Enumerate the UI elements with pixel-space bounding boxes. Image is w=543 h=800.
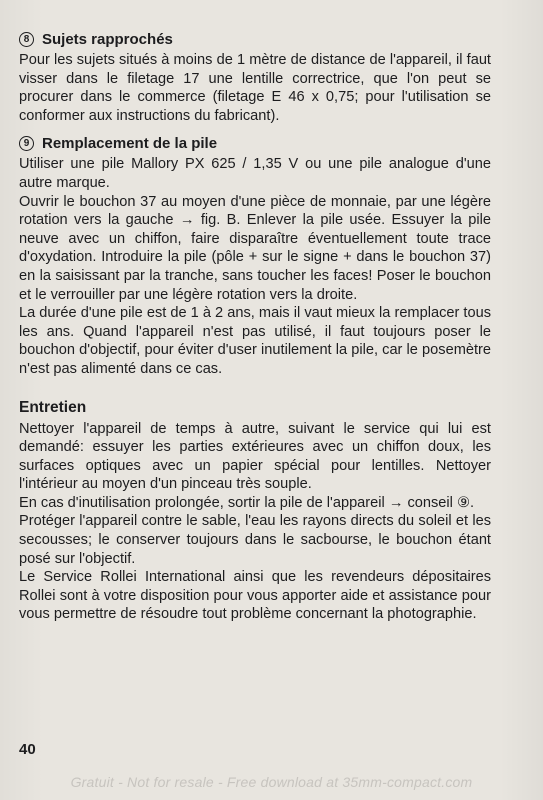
section-9-number: 9 xyxy=(19,136,34,151)
page-content xyxy=(19,30,491,624)
section-8-title: Sujets rapprochés xyxy=(42,31,173,48)
entretien-paragraph-2: En cas d'inutilisation prolongée, sortir la pile de l'appareil → conseil ⑨. xyxy=(19,494,475,511)
entretien-heading: Entretien xyxy=(19,398,87,416)
entretien-paragraph-3: Protéger l'appareil contre le sable, l'eau les rayons directs du soleil et les secousses; le conserver toujours dans le sacbourse, le bouchon étant posé sur l'objectif. xyxy=(19,513,491,567)
entretien-paragraph-4: Le Service Rollei International ainsi que les revendeurs dépositaires Rollei sont à votre disposition pour vous apporter aide et assistance pour vous permettre de résoudre tout problème concernant la photographie. xyxy=(19,569,491,623)
section-9-paragraph-1: Utiliser une pile Mallory PX 625 / 1,35 V ou une pile analogue d'une autre marque. xyxy=(19,156,491,191)
section-9-heading xyxy=(19,134,491,153)
section-8-heading xyxy=(19,30,491,49)
entretien-paragraph-1: Nettoyer l'appareil de temps à autre, suivant le service qui lui est demandé: essuyer les parties extérieures avec un chiffon doux, les surfaces optiques avec un papier spécial pour lentilles. Nettoyer l'intérieur au moyen d'un pinceau très souple. xyxy=(19,420,491,493)
section-9-paragraph-2: Ouvrir le bouchon 37 au moyen d'une pièce de monnaie, par une légère rotation vers la gauche → fig. B. Enlever la pile usée. Essuyer la pile neuve avec un chiffon, faire disparaître éventuellement toute trace d'oxydation. Introduire la pile (pôle + sur le signe + dans le bouchon 37) en la saisissant par la tranche, sans toucher les faces! Poser le bouchon et le verrouiller par une légère rotation vers la droite. xyxy=(19,193,491,303)
section-9-title: Remplacement de la pile xyxy=(42,135,218,153)
footer-watermark: Gratuit - Not for resale - Free download at 35mm-compact.com xyxy=(70,774,473,790)
section-8-number: 8 xyxy=(19,32,34,47)
page-number: 40 xyxy=(19,741,36,758)
section-8-body: Pour les sujets situés à moins de 1 mètre de distance de l'appareil, il faut visser dans le filetage 17 une lentille correctrice, que l'on peut se procurer dans le commerce (filetage E 46 x 0,75; pour l'utilisation se conformer aux instructions du fabricant). xyxy=(19,52,491,124)
section-9-paragraph-3: La durée d'une pile est de 1 à 2 ans, mais il vaut mieux la remplacer tous les ans. Quand l'appareil n'est pas utilisé, il faut toujours poser le bouchon d'objectif, pour éviter d'user inutilement la pile, car le posemètre n'est pas alimenté dans ce cas. xyxy=(19,305,491,377)
